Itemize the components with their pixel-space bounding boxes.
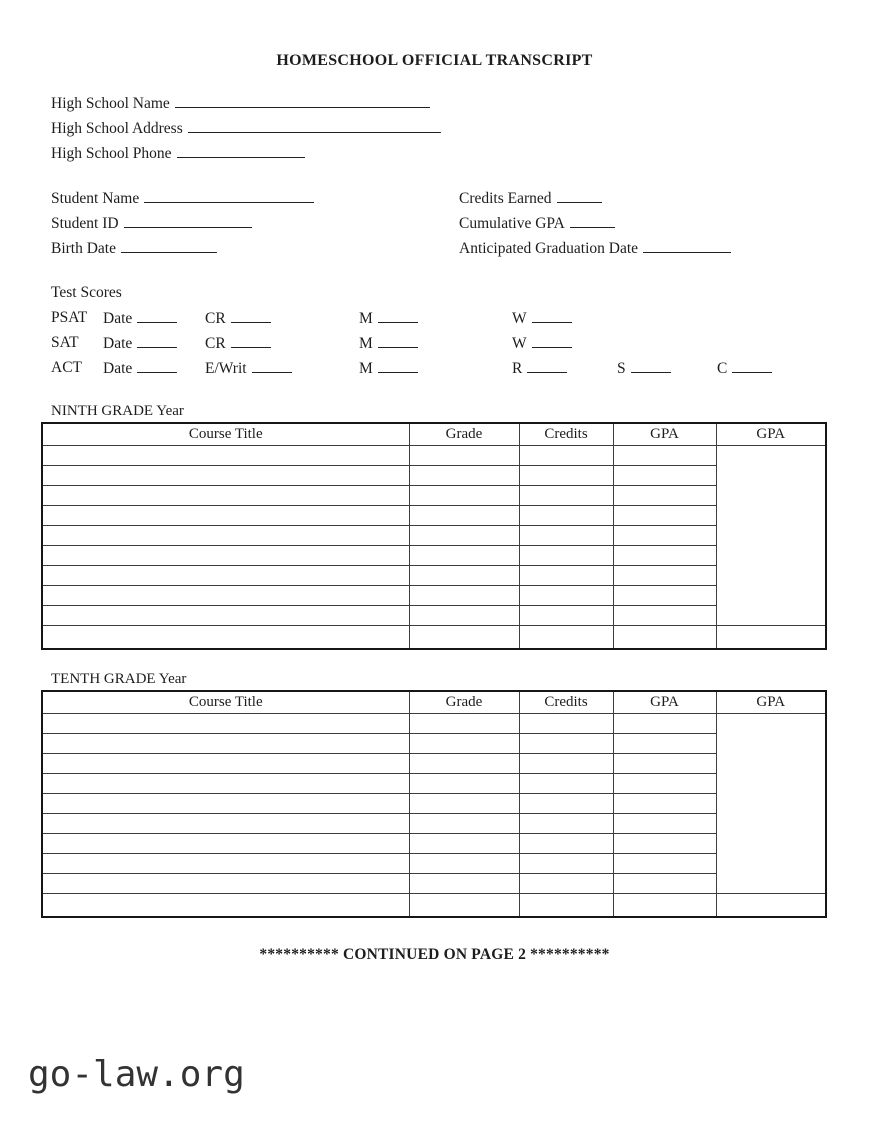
student-info-left-column [51, 189, 459, 264]
test-field [205, 309, 271, 328]
column-header: GPA [716, 423, 826, 446]
grade-cell [409, 854, 519, 874]
field-label: High School Phone [51, 145, 172, 162]
course-row [42, 814, 826, 834]
field-high-school-name [51, 94, 869, 119]
field-blank [570, 214, 615, 228]
test-field-label: M [359, 335, 373, 352]
column-header: Grade [409, 691, 519, 714]
grade-cell [409, 526, 519, 546]
field-label: Student ID [51, 215, 119, 232]
test-field [359, 334, 418, 353]
field-cumulative-gpa [459, 214, 869, 239]
total-row [42, 894, 826, 918]
course-title-cell [42, 754, 409, 774]
page-title: HOMESCHOOL OFFICIAL TRANSCRIPT [276, 52, 593, 69]
credits-cell [519, 874, 613, 894]
course-row [42, 546, 826, 566]
credits-cell [519, 754, 613, 774]
test-field [512, 359, 567, 378]
gpa-cell [613, 734, 716, 754]
course-title-cell [42, 546, 409, 566]
course-row [42, 874, 826, 894]
credits-cell [519, 566, 613, 586]
credits-cell [519, 626, 613, 650]
field-label: Student Name [51, 190, 140, 207]
course-row [42, 586, 826, 606]
gpa-cell [613, 446, 716, 466]
column-header: Credits [519, 691, 613, 714]
grade-section-ninth [0, 403, 869, 650]
grade-cell [409, 894, 519, 918]
grade-cell [409, 586, 519, 606]
field-label: Anticipated Graduation Date [459, 240, 639, 257]
year-gpa-merged-cell [716, 714, 826, 894]
credits-cell [519, 446, 613, 466]
grade-cell [409, 466, 519, 486]
column-header: GPA [613, 691, 716, 714]
gpa-cell [613, 526, 716, 546]
column-header: GPA [716, 691, 826, 714]
credits-cell [519, 606, 613, 626]
credits-cell [519, 714, 613, 734]
field-blank [177, 144, 305, 158]
column-header: Course Title [42, 423, 409, 446]
field-blank [175, 94, 430, 108]
test-field [205, 359, 292, 378]
gpa-cell [613, 834, 716, 854]
field-label: High School Address [51, 120, 183, 137]
test-field-label: Date [103, 310, 133, 327]
course-row [42, 466, 826, 486]
grade-cell [409, 834, 519, 854]
gpa-cell [613, 626, 716, 650]
test-scores-heading: Test Scores [51, 284, 122, 301]
tenth-grade-table [41, 690, 827, 918]
credits-cell [519, 546, 613, 566]
test-field-label: W [512, 310, 527, 327]
test-field-blank [231, 309, 271, 323]
test-field [103, 359, 177, 378]
year-gpa-merged-cell [716, 446, 826, 626]
grade-cell [409, 566, 519, 586]
course-title-cell [42, 626, 409, 650]
course-row [42, 834, 826, 854]
grade-section-title: NINTH GRADE Year [51, 403, 184, 419]
test-name: SAT [51, 334, 79, 351]
test-field [512, 334, 572, 353]
course-title-cell [42, 834, 409, 854]
field-blank [121, 239, 217, 253]
gpa-cell [613, 606, 716, 626]
field-high-school-phone [51, 144, 869, 169]
course-row [42, 714, 826, 734]
test-field-blank [378, 309, 418, 323]
test-field-blank [378, 359, 418, 373]
column-header: Course Title [42, 691, 409, 714]
test-field [512, 309, 572, 328]
test-field-label: M [359, 360, 373, 377]
field-label: High School Name [51, 95, 170, 112]
gpa-cell [613, 774, 716, 794]
course-title-cell [42, 734, 409, 754]
test-field-label: E/Writ [205, 360, 247, 377]
test-score-row [51, 334, 869, 359]
test-name: PSAT [51, 309, 88, 326]
test-score-row [51, 309, 869, 334]
grade-cell [409, 754, 519, 774]
credits-cell [519, 586, 613, 606]
credits-cell [519, 894, 613, 918]
course-row [42, 794, 826, 814]
course-row [42, 774, 826, 794]
test-field-blank [137, 309, 177, 323]
course-row [42, 606, 826, 626]
field-blank [643, 239, 731, 253]
test-field-label: M [359, 310, 373, 327]
test-field-blank [252, 359, 292, 373]
student-info-section [51, 189, 869, 264]
gpa-cell [613, 874, 716, 894]
gpa-cell [613, 566, 716, 586]
gpa-cell [613, 854, 716, 874]
gpa-cell [613, 714, 716, 734]
student-info-right-column [459, 189, 869, 264]
column-header: Grade [409, 423, 519, 446]
course-title-cell [42, 446, 409, 466]
gpa-cell [613, 586, 716, 606]
field-student-name [51, 189, 459, 214]
test-field [103, 334, 177, 353]
test-field-label: C [717, 360, 728, 377]
credits-cell [519, 774, 613, 794]
course-title-cell [42, 814, 409, 834]
test-scores-section [0, 284, 869, 384]
gpa-cell [613, 894, 716, 918]
field-anticipated-graduation-date [459, 239, 869, 264]
credits-cell [519, 854, 613, 874]
grade-tables [0, 403, 869, 918]
grade-cell [409, 506, 519, 526]
test-field [359, 359, 418, 378]
grade-section-tenth [0, 671, 869, 918]
field-label: Birth Date [51, 240, 116, 257]
course-title-cell [42, 854, 409, 874]
field-birth-date [51, 239, 459, 264]
course-title-cell [42, 606, 409, 626]
grade-cell [409, 814, 519, 834]
gpa-cell [613, 794, 716, 814]
course-title-cell [42, 774, 409, 794]
field-blank [124, 214, 252, 228]
gpa-cell [613, 466, 716, 486]
test-field [359, 309, 418, 328]
test-field-label: R [512, 360, 523, 377]
test-field-blank [378, 334, 418, 348]
grade-section-title: TENTH GRADE Year [51, 671, 187, 687]
course-row [42, 526, 826, 546]
course-title-cell [42, 466, 409, 486]
test-score-row [51, 359, 869, 384]
year-gpa-cell [716, 894, 826, 918]
course-title-cell [42, 714, 409, 734]
credits-cell [519, 794, 613, 814]
grade-cell [409, 606, 519, 626]
test-field [717, 359, 772, 378]
test-field-label: Date [103, 335, 133, 352]
grade-cell [409, 774, 519, 794]
test-field-label: Date [103, 360, 133, 377]
course-title-cell [42, 586, 409, 606]
grade-cell [409, 794, 519, 814]
test-field-blank [137, 359, 177, 373]
course-row [42, 486, 826, 506]
credits-cell [519, 526, 613, 546]
field-blank [144, 189, 314, 203]
test-field [617, 359, 671, 378]
total-row [42, 626, 826, 650]
test-scores-rows [0, 309, 869, 384]
field-blank [188, 119, 441, 133]
course-title-cell [42, 874, 409, 894]
gpa-cell [613, 546, 716, 566]
grade-cell [409, 714, 519, 734]
school-info-section [51, 94, 869, 169]
credits-cell [519, 486, 613, 506]
course-row [42, 734, 826, 754]
credits-cell [519, 834, 613, 854]
test-field-label: S [617, 360, 626, 377]
header-row [42, 691, 826, 714]
continued-note: ********** CONTINUED ON PAGE 2 ********** [259, 946, 610, 963]
field-credits-earned [459, 189, 869, 214]
field-label: Cumulative GPA [459, 215, 565, 232]
test-field [205, 334, 271, 353]
gpa-cell [613, 486, 716, 506]
grade-cell [409, 546, 519, 566]
test-field-label: CR [205, 310, 226, 327]
gpa-cell [613, 814, 716, 834]
course-row [42, 506, 826, 526]
column-header: GPA [613, 423, 716, 446]
test-field-blank [137, 334, 177, 348]
course-title-cell [42, 566, 409, 586]
site-watermark: go-law.org [28, 1054, 245, 1095]
test-field-blank [527, 359, 567, 373]
test-field-label: CR [205, 335, 226, 352]
field-high-school-address [51, 119, 869, 144]
course-title-cell [42, 794, 409, 814]
course-row [42, 566, 826, 586]
year-gpa-cell [716, 626, 826, 650]
field-label: Credits Earned [459, 190, 552, 207]
course-title-cell [42, 506, 409, 526]
test-field-blank [732, 359, 772, 373]
test-field-blank [631, 359, 671, 373]
test-field-blank [532, 334, 572, 348]
course-title-cell [42, 486, 409, 506]
test-field-label: W [512, 335, 527, 352]
credits-cell [519, 466, 613, 486]
column-header: Credits [519, 423, 613, 446]
test-field [103, 309, 177, 328]
grade-cell [409, 446, 519, 466]
grade-cell [409, 874, 519, 894]
credits-cell [519, 734, 613, 754]
course-row [42, 446, 826, 466]
header-row [42, 423, 826, 446]
ninth-grade-table [41, 422, 827, 650]
credits-cell [519, 506, 613, 526]
grade-cell [409, 734, 519, 754]
gpa-cell [613, 754, 716, 774]
course-row [42, 854, 826, 874]
field-blank [557, 189, 602, 203]
course-row [42, 754, 826, 774]
grade-cell [409, 626, 519, 650]
gpa-cell [613, 506, 716, 526]
field-student-id [51, 214, 459, 239]
test-name: ACT [51, 359, 82, 376]
test-field-blank [231, 334, 271, 348]
test-field-blank [532, 309, 572, 323]
course-title-cell [42, 894, 409, 918]
course-title-cell [42, 526, 409, 546]
credits-cell [519, 814, 613, 834]
grade-cell [409, 486, 519, 506]
